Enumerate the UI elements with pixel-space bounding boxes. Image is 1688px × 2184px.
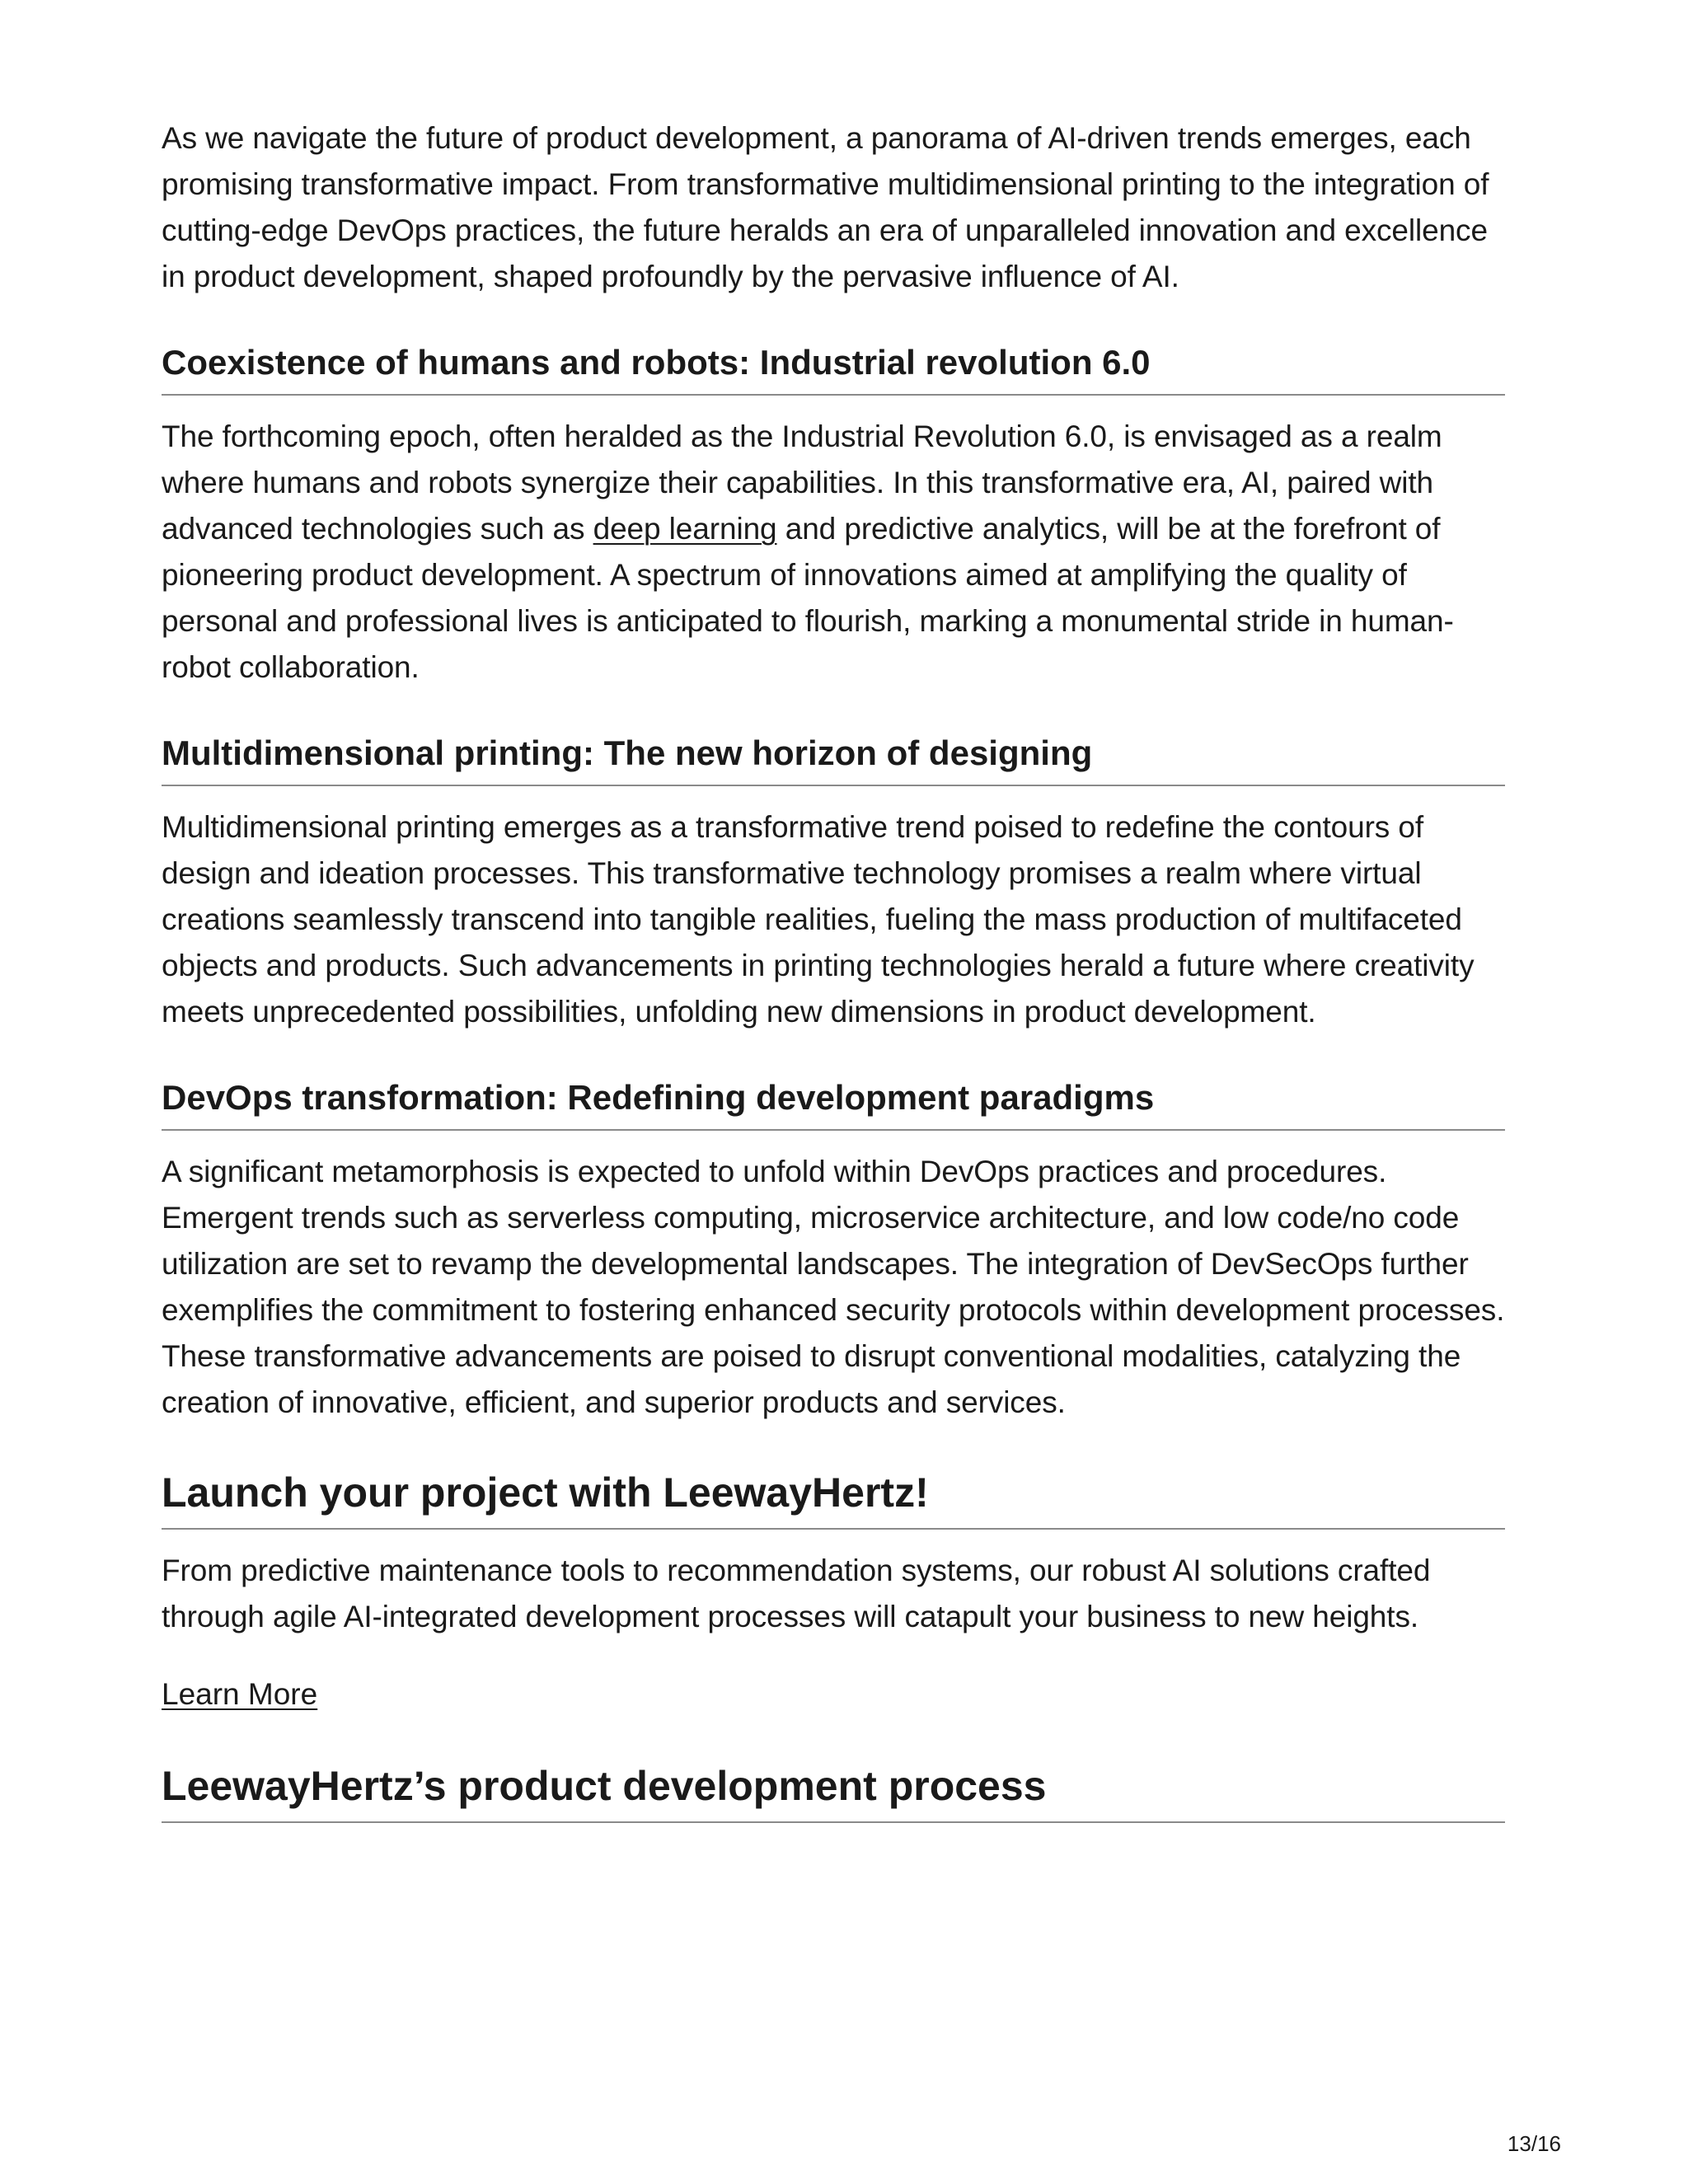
paragraph-launch-project: From predictive maintenance tools to recommendation systems, our robust AI solutions crafted through agile AI-integrated development processes will catapult your business to new heights. <box>162 1554 1431 1633</box>
paragraph-devops-transformation: A significant metamorphosis is expected to unfold within DevOps practices and procedures. Emergent trends such as serverless computing, microservice architecture, and low code/no code utilization are set to revamp the developmental landscapes. The integration of DevSecOps further exemplifies the commitment to fostering enhanced security protocols within development processes. These transformative advancements are poised to disrupt conventional modalities, catalyzing the creation of innovative, efficient, and superior products and services. <box>162 1155 1505 1419</box>
heading-devops-transformation: DevOps transformation: Redefining development paradigms <box>162 1076 1505 1131</box>
intro-paragraph: As we navigate the future of product development, a panorama of AI-driven trends emerges, each promising transformative impact. From transformative multidimensional printing to the integration of cutting-edge DevOps practices, the future heralds an era of unparalleled innovation and excellence in product development, shaped profoundly by the pervasive influence of AI. <box>162 121 1489 293</box>
learn-more-container <box>162 1671 1505 1718</box>
page-number: 13/16 <box>1507 2131 1561 2156</box>
learn-more-link[interactable]: Learn More <box>162 1677 318 1711</box>
deep-learning-link[interactable]: deep learning <box>593 512 777 546</box>
heading-launch-project: Launch your project with LeewayHertz! <box>162 1467 1505 1530</box>
paragraph-multidimensional-printing: Multidimensional printing emerges as a transformative trend poised to redefine the contours of design and ideation processes. This transformative technology promises a realm where virtual creations seamlessly transcend into tangible realities, fueling the mass production of multifaceted objects and products. Such advancements in printing technologies herald a future where creativity meets unprecedented possibilities, unfolding new dimensions in product development. <box>162 810 1475 1029</box>
heading-product-development-process: LeewayHertz’s product development process <box>162 1760 1505 1823</box>
paragraph-industrial-revolution <box>162 414 1505 691</box>
heading-multidimensional-printing: Multidimensional printing: The new horizon of designing <box>162 732 1505 786</box>
paragraph-text-after-link: and predictive analytics, will be at the forefront of pioneering product development. A spectrum of innovations aimed at amplifying the quality of personal and professional lives is anticipated to flourish, marking a monumental stride in human-robot collaboration. <box>162 512 1454 684</box>
heading-industrial-revolution: Coexistence of humans and robots: Industrial revolution 6.0 <box>162 341 1505 396</box>
document-page <box>162 115 1505 1841</box>
paragraph-text-before-link: The forthcoming epoch, often heralded as the Industrial Revolution 6.0, is envisaged as a realm where humans and robots synergize their capabilities. In this transformative era, AI, paired with advanced technologies such as <box>162 419 1442 546</box>
